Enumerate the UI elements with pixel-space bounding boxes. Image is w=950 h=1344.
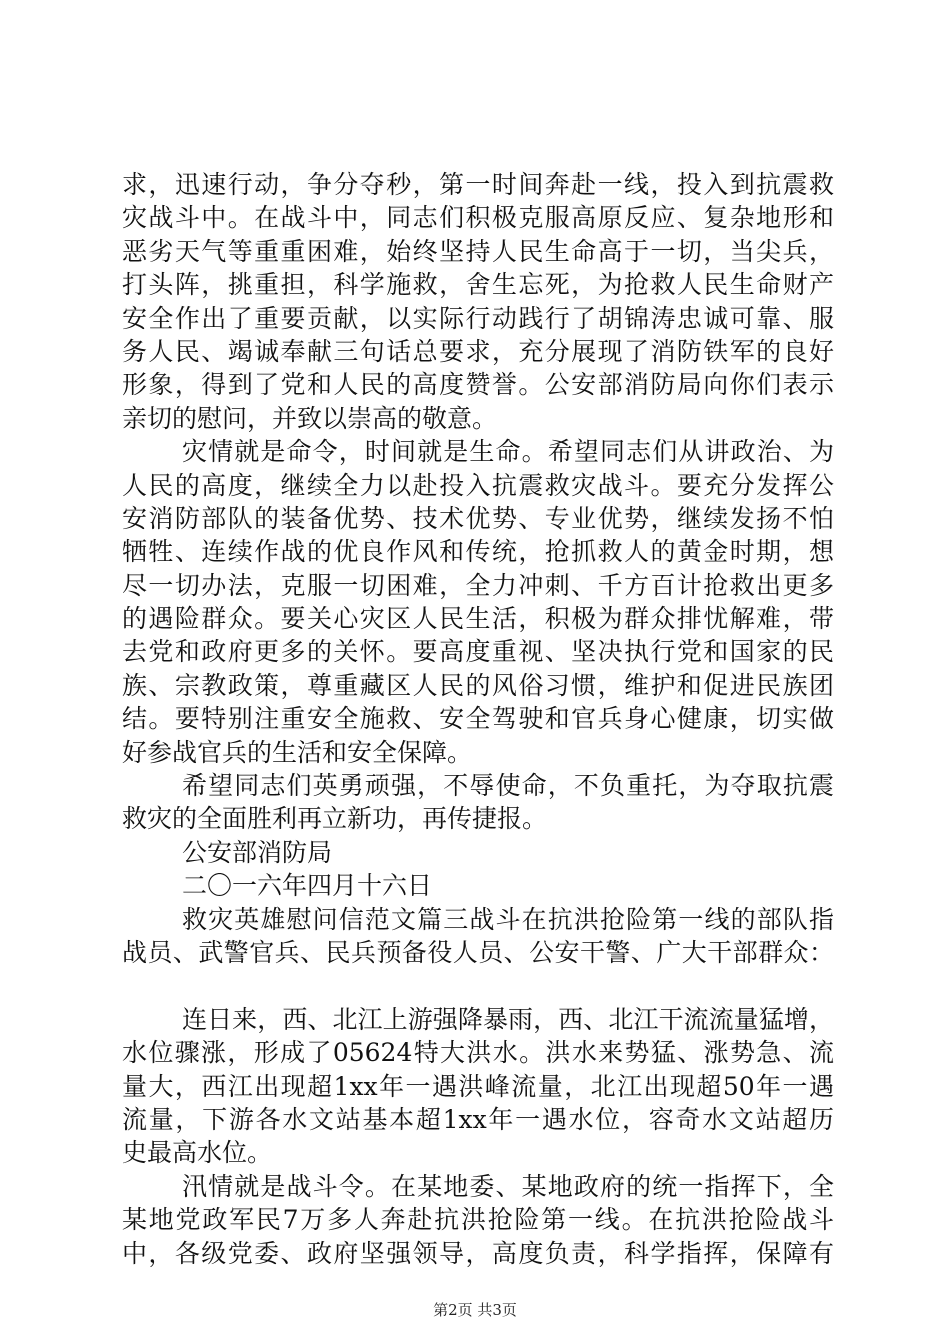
text-line: 的遇险群众。要关心灾区人民生活，积极为群众排忧解难，带: [122, 604, 834, 634]
text-line: 务人民、竭诚奉献三句话总要求，充分展现了消防铁军的良好: [122, 336, 834, 366]
text-line: 流量，下游各水文站基本超1xx年一遇水位，容奇水文站超历: [122, 1104, 834, 1134]
text-line: 汛情就是战斗令。在某地委、某地政府的统一指挥下，全: [182, 1171, 834, 1201]
page-footer: 第2页 共3页: [433, 1301, 517, 1319]
text-line: 恶劣天气等重重困难，始终坚持人民生命高于一切，当尖兵，: [122, 236, 834, 266]
text-line: 中，各级党委、政府坚强领导，高度负责，科学指挥，保障有: [122, 1238, 834, 1268]
text-line: 战员、武警官兵、民兵预备役人员、公安干警、广大干部群众：: [122, 937, 834, 967]
text-line: 安消防部队的装备优势、技术优势、专业优势，继续发扬不怕: [122, 503, 834, 533]
text-line: 公安部消防局: [182, 837, 333, 867]
text-line: 连日来，西、北江上游强降暴雨，西、北江干流流量猛增，: [182, 1004, 834, 1034]
text-line: 形象，得到了党和人民的高度赞誉。公安部消防局向你们表示: [122, 370, 834, 400]
text-line: 希望同志们英勇顽强，不辱使命，不负重托，为夺取抗震: [182, 771, 834, 801]
text-line: 去党和政府更多的关怀。要高度重视、坚决执行党和国家的民: [122, 637, 834, 667]
text-line: 二〇一六年四月十六日: [182, 871, 433, 901]
text-line: 某地党政军民7万多人奔赴抗洪抢险第一线。在抗洪抢险战斗: [122, 1205, 834, 1235]
text-line: 亲切的慰问，并致以崇高的敬意。: [122, 403, 498, 433]
text-line: 族、宗教政策，尊重藏区人民的风俗习惯，维护和促进民族团: [122, 670, 834, 700]
text-line: 救灾英雄慰问信范文篇三战斗在抗洪抢险第一线的部队指: [182, 904, 834, 934]
text-line: 史最高水位。: [122, 1138, 273, 1168]
text-line: 牺牲、连续作战的优良作风和传统，抢抓救人的黄金时期，想: [122, 537, 834, 567]
text-line: 求，迅速行动，争分夺秒，第一时间奔赴一线，投入到抗震救: [122, 170, 834, 199]
text-line: 打头阵，挑重担，科学施救，舍生忘死，为抢救人民生命财产: [122, 270, 834, 300]
document-body: [122, 168, 834, 1270]
text-line: 人民的高度，继续全力以赴投入抗震救灾战斗。要充分发挥公: [122, 470, 834, 500]
text-line: 量大，西江出现超1xx年一遇洪峰流量，北江出现超50年一遇: [122, 1071, 834, 1101]
text-line: 尽一切办法，克服一切困难，全力冲刺、千方百计抢救出更多: [122, 570, 834, 600]
text-line: 水位骤涨，形成了05624特大洪水。洪水来势猛、涨势急、流: [122, 1038, 834, 1068]
text-line: 救灾的全面胜利再立新功，再传捷报。: [122, 804, 548, 834]
blank-line: [122, 969, 834, 1002]
text-line: 灾情就是命令，时间就是生命。希望同志们从讲政治、为: [182, 437, 834, 467]
text-line: 安全作出了重要贡献，以实际行动践行了胡锦涛忠诚可靠、服: [122, 303, 834, 333]
text-line: 结。要特别注重安全施救、安全驾驶和官兵身心健康，切实做: [122, 704, 834, 734]
text-line: 好参战官兵的生活和安全保障。: [122, 737, 473, 767]
text-line: 灾战斗中。在战斗中，同志们积极克服高原反应、复杂地形和: [122, 203, 834, 233]
